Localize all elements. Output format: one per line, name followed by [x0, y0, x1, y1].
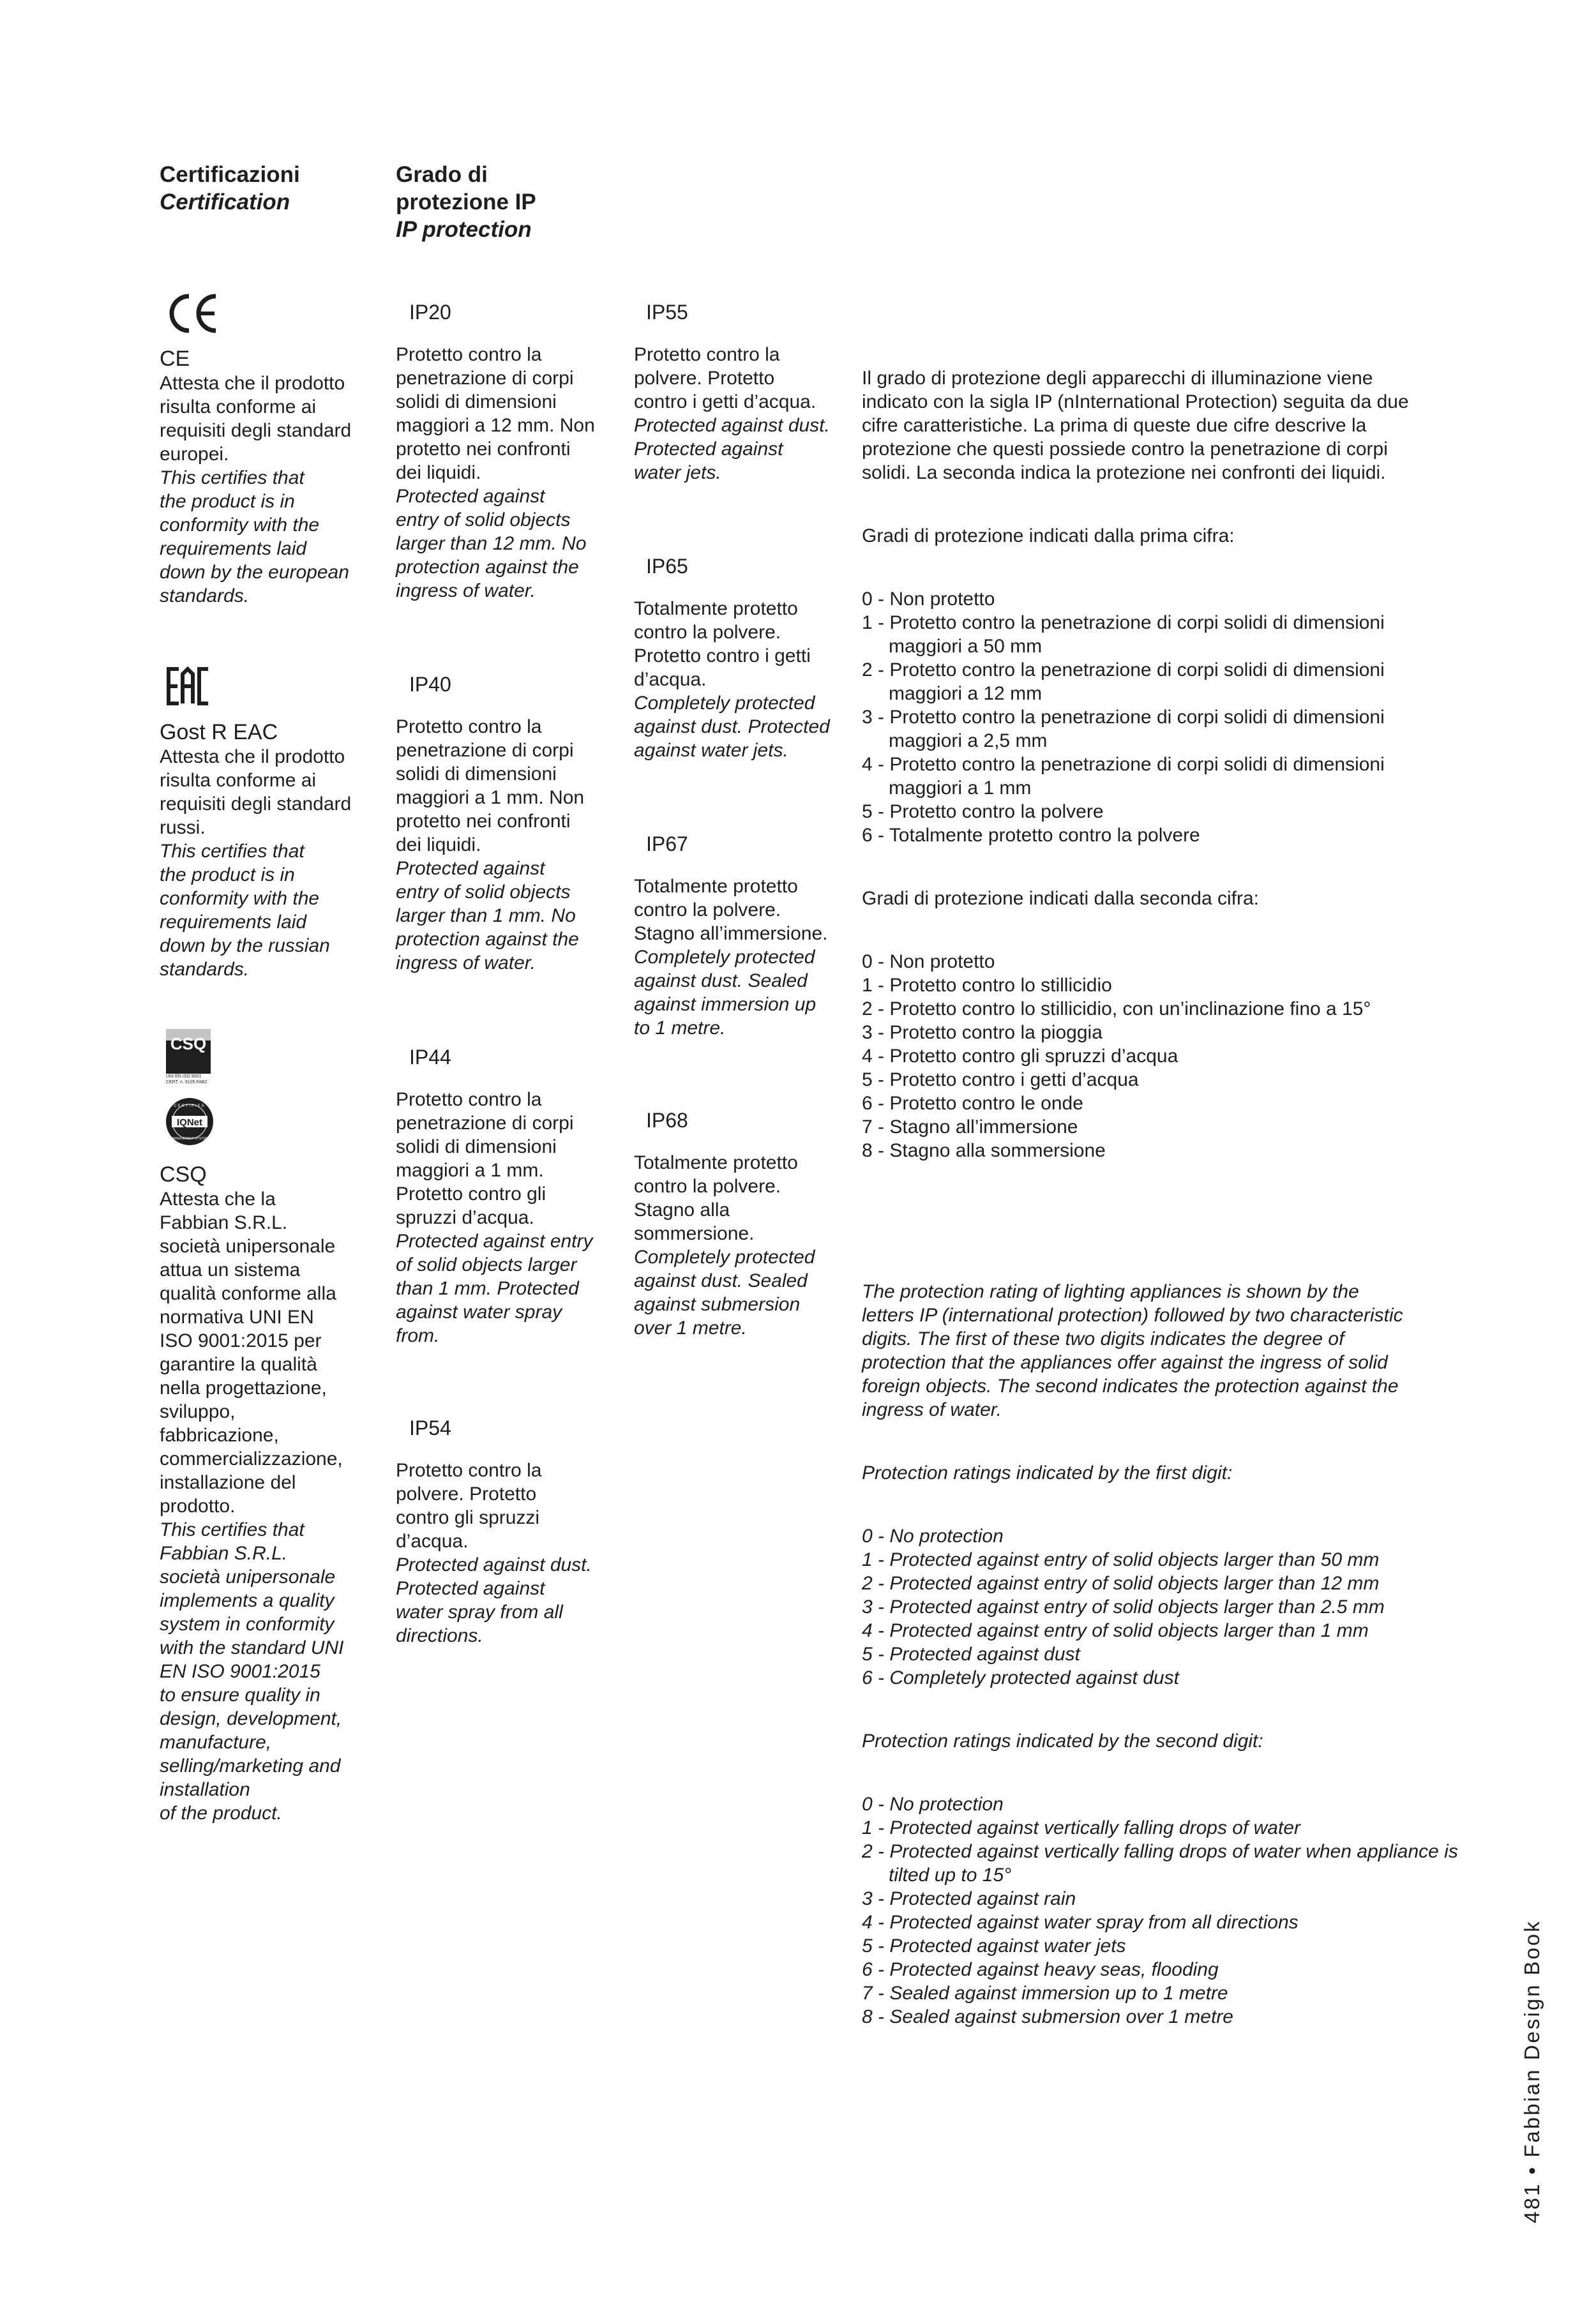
ip-text-it: Protetto contro la polvere. Protetto contro i getti d’acqua.: [634, 344, 817, 412]
list-item: 2 - Protected against vertically falling drops of water when appliance is tilted up to 15°: [862, 1841, 1458, 1886]
list-item: 8 - Sealed against submersion over 1 metre: [862, 2006, 1233, 2027]
ip-text-en: Protected against entry of solid objects larger than 1 mm. No protection against the ingress of water.: [396, 858, 579, 973]
list-item: 6 - Completely protected against dust: [862, 1667, 1179, 1688]
ip-text-en: Protected against dust. Protected against water jets.: [634, 415, 830, 483]
ip-code: IP55: [646, 301, 688, 324]
list-item: 4 - Protected against entry of solid objects larger than 1 mm: [862, 1620, 1369, 1641]
first-digit-list: [862, 1524, 1500, 1690]
cert-ce: [160, 346, 351, 608]
list-item: 5 - Protected against dust: [862, 1644, 1080, 1665]
cert-text-en: This certifies that Fabbian S.R.L. società unipersonale implements a quality system in conformity with the standard UNI EN ISO 9001:2015 to ensure quality in design, development, manufacture, selling/marketing and installation of the product.: [160, 1519, 344, 1824]
iqnet-ring-top: CERTIFIED: [174, 1104, 206, 1108]
ip-code: IP44: [409, 1046, 451, 1069]
ip-rating-ip44: [396, 1045, 593, 1348]
second-digit-heading: Gradi di protezione indicati dalla seconda cifra:: [862, 888, 1260, 909]
ip-text-en: Completely protected against dust. Sealed against submersion over 1 metre.: [634, 1247, 815, 1339]
list-item: 2 - Protetto contro lo stillicidio, con un’inclinazione fino a 15°: [862, 998, 1371, 1019]
first-digit-heading: Gradi di protezione indicati dalla prima cifra:: [862, 525, 1235, 546]
ip-code: IP65: [646, 555, 688, 578]
ip-text-it: Totalmente protetto contro la polvere. Protetto contro i getti d’acqua.: [634, 598, 811, 690]
list-item: 3 - Protetto contro la pioggia: [862, 1022, 1103, 1043]
page-footer: [1520, 1920, 1544, 2223]
certification-title-en: Certification: [160, 190, 290, 214]
cert-title: CSQ: [160, 1162, 207, 1187]
ip-rating-ip55: [634, 300, 830, 485]
ip-rating-ip68: [634, 1108, 815, 1340]
intro-text: The protection rating of lighting appliances is shown by the letters IP (international protection) followed by two characteristic digits. The first of these two digits indicates the degree of protection that the appliances offer against the ingress of solid foreign objects. The second indicates the protection against the ingress of water.: [862, 1281, 1403, 1420]
ip-code: IP54: [409, 1416, 451, 1439]
ip-header: [396, 161, 536, 243]
explanation-english: [862, 1256, 1500, 2068]
ip-text-it: Protetto contro la polvere. Protetto contro gli spruzzi d’acqua.: [396, 1460, 542, 1552]
list-item: 1 - Protected against entry of solid objects larger than 50 mm: [862, 1549, 1380, 1570]
ip-rating-ip20: [396, 300, 595, 603]
second-digit-heading: Protection ratings indicated by the second digit:: [862, 1731, 1263, 1752]
csq-logo: [166, 1029, 213, 1085]
certification-header: [160, 161, 300, 216]
list-item: 3 - Protetto contro la penetrazione di corpi solidi di dimensioni maggiori a 2,5 mm: [862, 707, 1385, 751]
list-item: 0 - Non protetto: [862, 589, 995, 610]
ip-rating-ip67: [634, 832, 827, 1040]
list-item: 3 - Protected against entry of solid objects larger than 2.5 mm: [862, 1597, 1385, 1618]
ip-text-en: Completely protected against dust. Sealed against immersion up to 1 metre.: [634, 947, 817, 1039]
ip-code: IP67: [646, 832, 688, 855]
cert-eac: [160, 719, 351, 981]
list-item: 5 - Protected against water jets: [862, 1935, 1126, 1957]
list-item: 5 - Protetto contro la polvere: [862, 801, 1104, 822]
first-digit-list: [862, 587, 1500, 847]
cert-text-it: Attesta che il prodotto risulta conforme ai requisiti degli standard europei.: [160, 373, 352, 465]
ip-code: IP68: [646, 1109, 688, 1132]
ip-text-en: Protected against entry of solid objects larger than 1 mm. Protected against water spray from.: [396, 1231, 593, 1346]
ip-text-en: Protected against entry of solid objects larger than 12 mm. No protection against the ingress of water.: [396, 486, 587, 601]
list-item: 7 - Stagno all’immersione: [862, 1116, 1078, 1138]
cert-text-it: Attesta che la Fabbian S.R.L. società unipersonale attua un sistema qualità conforme alla normativa UNI EN ISO 9001:2015 per garantire la qualità nella progettazione, sviluppo, fabbricazione, commercializzazione, installazione del prodotto.: [160, 1189, 343, 1517]
list-item: 0 - Non protetto: [862, 951, 995, 972]
list-item: 0 - No protection: [862, 1526, 1004, 1547]
ip-text-it: Protetto contro la penetrazione di corpi solidi di dimensioni maggiori a 12 mm. Non protetto nei confronti dei liquidi.: [396, 344, 595, 483]
intro-text: Il grado di protezione degli apparecchi di illuminazione viene indicato con la sigla IP (nInternational Protection) seguita da due cifre caratteristiche. La prima di queste due cifre descrive la protezione che questi possiede contro la penetrazione di corpi solidi. La seconda indica la protezione nei confronti dei liquidi.: [862, 368, 1409, 483]
page-number: 481: [1520, 2182, 1544, 2223]
ce-mark-icon: [167, 294, 221, 333]
list-item: 2 - Protected against entry of solid objects larger than 12 mm: [862, 1573, 1380, 1594]
ip-text-it: Totalmente protetto contro la polvere. Stagno alla sommersione.: [634, 1152, 798, 1244]
list-item: 1 - Protetto contro la penetrazione di corpi solidi di dimensioni maggiori a 50 mm: [862, 612, 1385, 657]
cert-csq: [160, 1162, 343, 1825]
first-digit-heading: Protection ratings indicated by the first digit:: [862, 1462, 1233, 1484]
list-item: 7 - Sealed against immersion up to 1 metre: [862, 1983, 1228, 2004]
ip-rating-ip65: [634, 554, 830, 762]
list-item: 6 - Totalmente protetto contro la polvere: [862, 825, 1200, 846]
second-digit-list: [862, 950, 1500, 1162]
iqnet-text: IQNet: [176, 1117, 203, 1128]
iqnet-logo: [165, 1097, 215, 1146]
list-item: 4 - Protected against water spray from all directions: [862, 1912, 1299, 1933]
list-item: 6 - Protected against heavy seas, flooding: [862, 1959, 1219, 1980]
cert-text-en: This certifies that the product is in conformity with the requirements laid down by the russian standards.: [160, 841, 330, 980]
ip-title-it: Grado di protezione IP: [396, 162, 536, 214]
list-item: 4 - Protetto contro gli spruzzi d’acqua: [862, 1046, 1178, 1067]
list-item: 8 - Stagno alla sommersione: [862, 1140, 1106, 1161]
eac-mark-icon: [166, 666, 220, 706]
ip-code: IP20: [409, 301, 451, 324]
csq-logo-line2: CERT. n. 9105.FAB2: [166, 1080, 207, 1085]
ip-text-en: Protected against dust. Protected against water spray from all directions.: [396, 1554, 592, 1646]
list-item: 4 - Protetto contro la penetrazione di corpi solidi di dimensioni maggiori a 1 mm: [862, 754, 1385, 799]
certification-title-it: Certificazioni: [160, 162, 300, 187]
ip-code: IP40: [409, 673, 451, 696]
list-item: 0 - No protection: [862, 1794, 1004, 1815]
ip-text-it: Protetto contro la penetrazione di corpi solidi di dimensioni maggiori a 1 mm. Protetto contro gli spruzzi d’acqua.: [396, 1089, 574, 1228]
csq-logo-text: CSQ: [170, 1034, 207, 1053]
list-item: 6 - Protetto contro le onde: [862, 1093, 1083, 1114]
ip-text-en: Completely protected against dust. Protected against water jets.: [634, 693, 830, 761]
ip-rating-ip54: [396, 1416, 592, 1648]
cert-title: Gost R EAC: [160, 720, 278, 744]
explanation-column: [862, 343, 1500, 2068]
footer-separator: •: [1520, 2165, 1544, 2175]
cert-title: CE: [160, 347, 190, 371]
second-digit-list: [862, 1792, 1500, 2029]
explanation-italian: [862, 343, 1500, 1202]
iqnet-ring-bottom: MANAGEMENT SYSTEM: [171, 1137, 208, 1141]
cert-text-en: This certifies that the product is in conformity with the requirements laid down by the european standards.: [160, 467, 349, 606]
list-item: 1 - Protected against vertically falling drops of water: [862, 1817, 1300, 1838]
list-item: 1 - Protetto contro lo stillicidio: [862, 975, 1112, 996]
csq-logo-line1: UNI EN ISO 9001: [166, 1074, 202, 1079]
book-title: Fabbian Design Book: [1520, 1920, 1544, 2158]
ip-rating-ip40: [396, 672, 584, 975]
cert-text-it: Attesta che il prodotto risulta conforme ai requisiti degli standard russi.: [160, 746, 352, 838]
list-item: 2 - Protetto contro la penetrazione di corpi solidi di dimensioni maggiori a 12 mm: [862, 659, 1385, 704]
list-item: 5 - Protetto contro i getti d’acqua: [862, 1069, 1139, 1090]
ip-text-it: Protetto contro la penetrazione di corpi solidi di dimensioni maggiori a 1 mm. Non protetto nei confronti dei liquidi.: [396, 716, 585, 855]
ip-title-en: IP protection: [396, 217, 532, 242]
list-item: 3 - Protected against rain: [862, 1888, 1076, 1909]
ip-text-it: Totalmente protetto contro la polvere. Stagno all’immersione.: [634, 876, 828, 944]
